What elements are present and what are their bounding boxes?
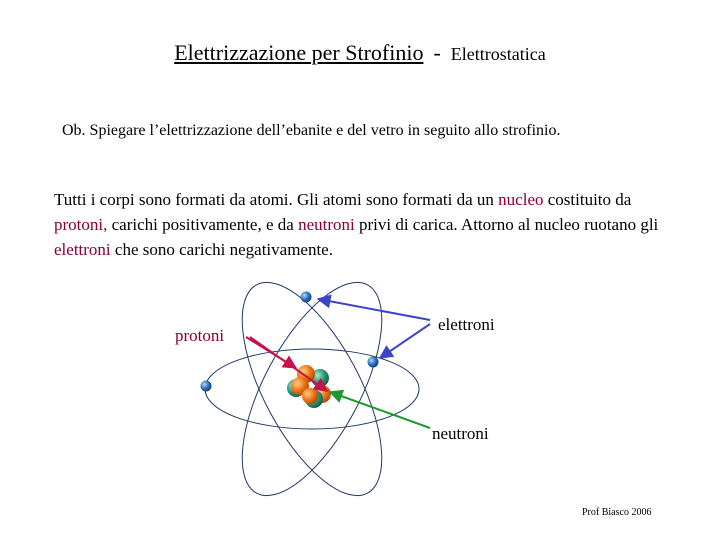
arrow-neutroni [330,392,430,428]
label-neutroni: neutroni [432,424,489,443]
term-elettroni: elettroni [54,240,111,259]
text-segment: che sono carichi negativamente. [110,240,333,259]
term-nucleo: nucleo [498,190,544,209]
proton [302,388,318,404]
term-protoni: protoni, [54,215,108,234]
title-separator: - [433,40,441,65]
electron [301,292,312,303]
title-subtitle: Elettrostatica [450,44,546,64]
objective-text: Ob. Spiegare l’elettrizzazione dell’ebanite e del vetro in seguito allo strofinio. [62,122,561,139]
label-protoni: protoni [175,326,225,345]
term-neutroni: neutroni [298,215,355,234]
arrow-elettroni [380,324,430,358]
label-elettroni: elettroni [438,315,495,334]
nucleus [287,365,331,408]
electron [201,381,212,392]
text-segment: costituito da [543,190,632,209]
title-main: Elettrizzazione per Strofinio [174,40,424,65]
credit-text: Prof Biasco 2006 [582,507,652,518]
arrow-elettroni [318,299,430,320]
electron [368,357,379,368]
text-segment: carichi positivamente, e da [107,215,299,234]
text-segment: privi di carica. Attorno al nucleo ruotano gli [354,215,659,234]
text-segment: Tutti i corpi sono formati da atomi. Gli atomi sono formati da un [54,190,499,209]
